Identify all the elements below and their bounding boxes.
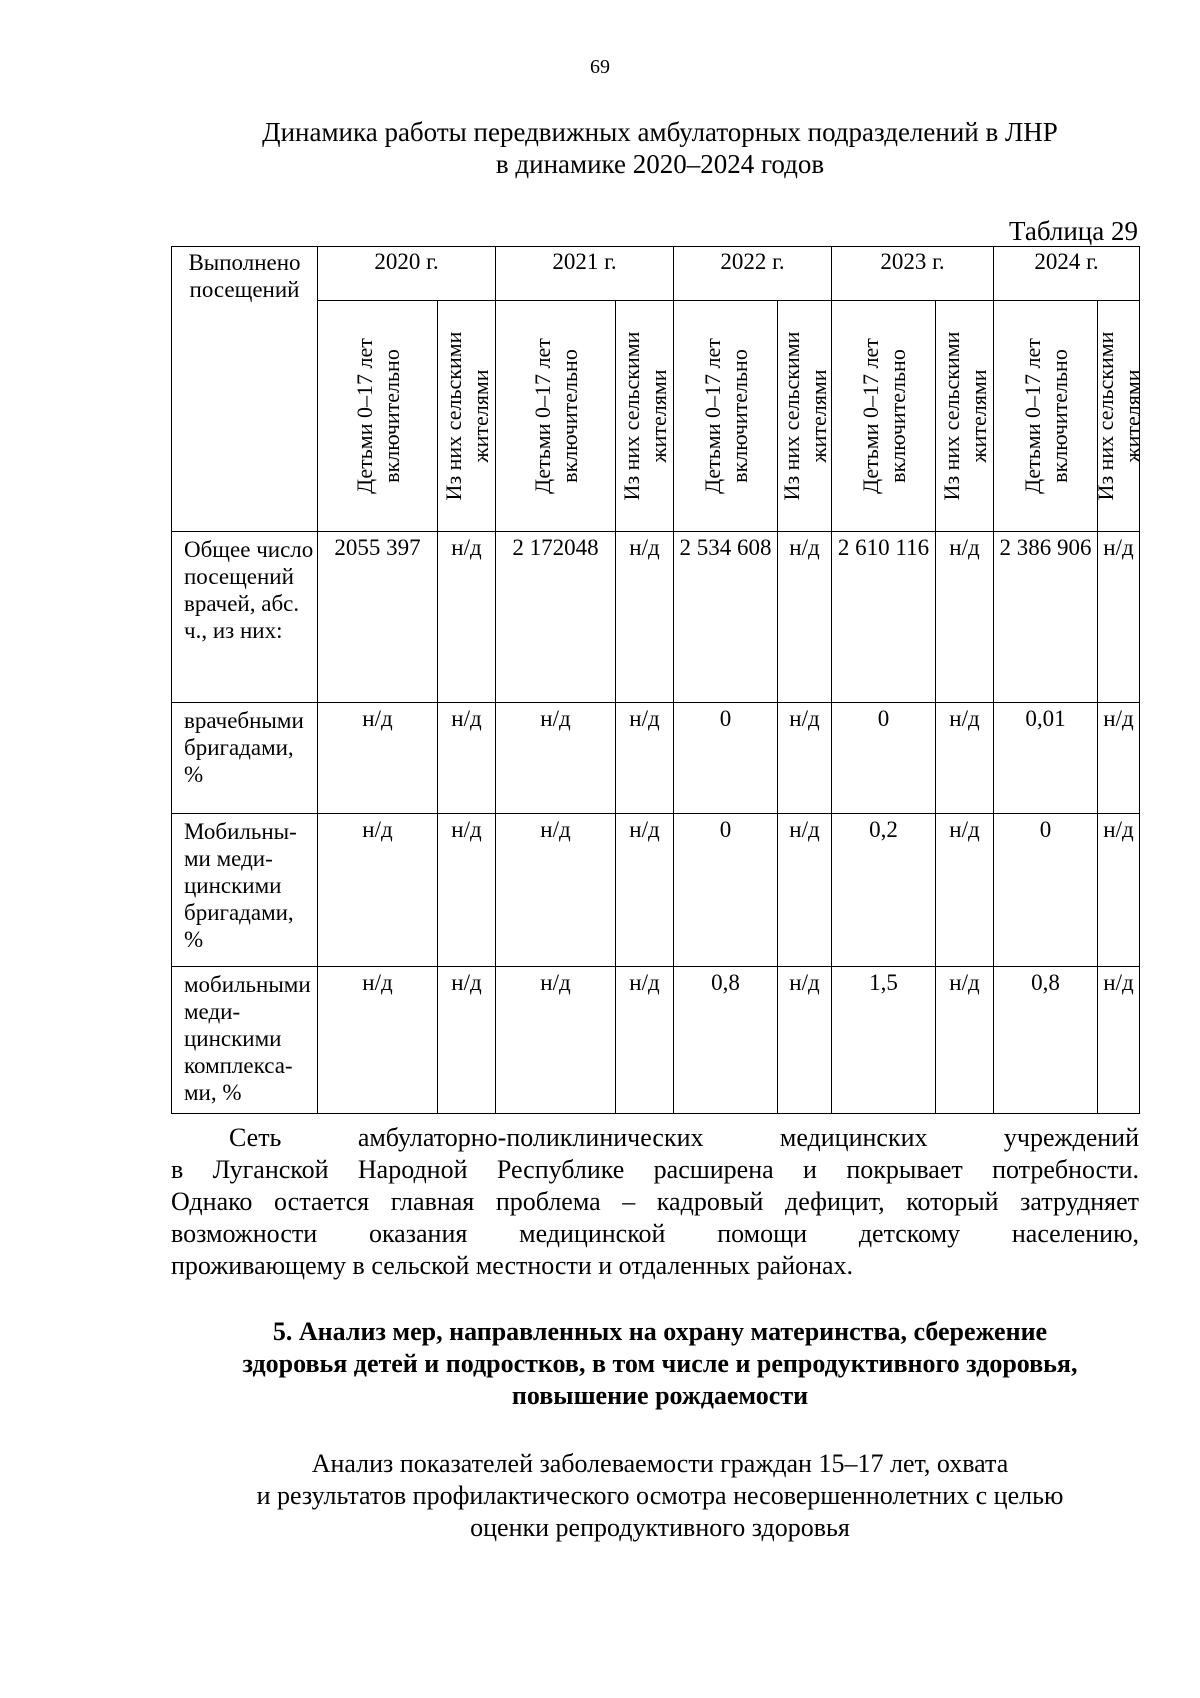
table-cell: н/д: [616, 814, 674, 967]
table-cell: н/д: [438, 814, 496, 967]
table-row: [172, 532, 1140, 703]
section-heading-line-1: 5. Анализ мер, направленных на охрану материнства, сбережение: [272, 1317, 1048, 1346]
table-title-line-2: в динамике 2020–2024 годов: [495, 149, 825, 179]
row-label: врачебными бригадами, %: [172, 703, 318, 814]
year-header: 2022 г.: [674, 247, 832, 301]
section-heading: [170, 1316, 1150, 1412]
table-cell: н/д: [1098, 967, 1140, 1114]
table-cell: н/д: [1098, 814, 1140, 967]
table-cell: н/д: [438, 967, 496, 1114]
table-cell: н/д: [318, 703, 438, 814]
table-cell: 0,8: [674, 967, 778, 1114]
table-row: [172, 814, 1140, 967]
table-cell: н/д: [936, 967, 994, 1114]
paragraph-line: Однако остается главная проблема – кадровый дефицит, который затрудняет: [171, 1187, 1139, 1216]
row-label: Общее число посещений врачей, абс. ч., из них:: [172, 532, 318, 703]
table-cell: 0: [674, 814, 778, 967]
table-cell: н/д: [778, 703, 832, 814]
table-cell: н/д: [936, 814, 994, 967]
table-cell: н/д: [496, 814, 616, 967]
table-cell: н/д: [1098, 703, 1140, 814]
table-cell: н/д: [496, 703, 616, 814]
table-cell: н/д: [936, 703, 994, 814]
year-header: 2023 г.: [832, 247, 994, 301]
table-cell: н/д: [616, 967, 674, 1114]
paragraph-line: проживающему в сельской местности и отдаленных районах.: [171, 1251, 854, 1280]
row-label: мобильными меди-цинскими комплекса-ми, %: [172, 967, 318, 1114]
corner-header: Выполнено посещений: [172, 247, 318, 532]
sub-header-rural: Из них сельскими жителями: [778, 301, 832, 532]
table-cell: 0: [994, 814, 1098, 967]
year-header: 2021 г.: [496, 247, 674, 301]
subheading-line-3: оценки репродуктивного здоровья: [470, 1513, 850, 1542]
visits-table: [171, 246, 1145, 1114]
table-cell: н/д: [778, 967, 832, 1114]
table-cell: н/д: [438, 703, 496, 814]
year-header: 2020 г.: [318, 247, 496, 301]
section-heading-line-2: здоровья детей и подростков, в том числе и репродуктивного здоровья,: [242, 1349, 1078, 1378]
subheading-line-1: Анализ показателей заболеваемости граждан 15–17 лет, охвата: [311, 1449, 1009, 1478]
sub-header-children: Детьми 0–17 лет включительно: [318, 301, 438, 532]
table-cell: н/д: [318, 814, 438, 967]
table-cell: н/д: [1098, 532, 1140, 703]
table-number: Таблица 29: [1009, 216, 1138, 246]
table-cell: н/д: [616, 532, 674, 703]
row-label: Мобильны-ми меди-цинскими бригадами, %: [172, 814, 318, 967]
table-cell: 2055 397: [318, 532, 438, 703]
year-header: 2024 г.: [994, 247, 1140, 301]
paragraph-line: Сеть амбулаторно-поликлинических медицинских учреждений: [229, 1123, 1139, 1152]
sub-header-children: Детьми 0–17 лет включительно: [832, 301, 936, 532]
table-cell: 2 610 116: [832, 532, 936, 703]
table-cell: 2 534 608: [674, 532, 778, 703]
subheading: [170, 1448, 1150, 1544]
table-cell: 0,8: [994, 967, 1098, 1114]
table-cell: 0: [674, 703, 778, 814]
table-cell: 2 172048: [496, 532, 616, 703]
sub-header-rural: Из них сельскими жителями: [936, 301, 994, 532]
table-cell: н/д: [778, 532, 832, 703]
year-header-row: [172, 247, 1140, 301]
sub-header-row: [172, 301, 1140, 532]
sub-header-rural: Из них сельскими жителями: [438, 301, 496, 532]
paragraph-line: в Луганской Народной Республике расширена и покрывает потребности.: [171, 1155, 1139, 1184]
table-cell: н/д: [616, 703, 674, 814]
sub-header-children: Детьми 0–17 лет включительно: [496, 301, 616, 532]
sub-header-rural: Из них сельскими жителями: [1098, 301, 1140, 532]
table-cell: н/д: [438, 532, 496, 703]
table-title-line-1: Динамика работы передвижных амбулаторных подразделений в ЛНР: [262, 117, 1058, 147]
sub-header-children: Детьми 0–17 лет включительно: [674, 301, 778, 532]
page-number: 69: [590, 56, 610, 78]
sub-header-children: Детьми 0–17 лет включительно: [994, 301, 1098, 532]
table-cell: н/д: [318, 967, 438, 1114]
sub-header-rural: Из них сельскими жителями: [616, 301, 674, 532]
table-cell: н/д: [778, 814, 832, 967]
table-cell: 2 386 906: [994, 532, 1098, 703]
table-cell: н/д: [936, 532, 994, 703]
table-cell: н/д: [496, 967, 616, 1114]
table-cell: 0: [832, 703, 936, 814]
table-cell: 0,2: [832, 814, 936, 967]
body-paragraph: [171, 1122, 1139, 1282]
paragraph-line: возможности оказания медицинской помощи детскому населению,: [171, 1219, 1139, 1248]
subheading-line-2: и результатов профилактического осмотра несовершеннолетних с целью: [256, 1481, 1064, 1510]
table-title: [170, 116, 1150, 180]
section-heading-line-3: повышение рождаемости: [511, 1381, 809, 1410]
table-cell: 1,5: [832, 967, 936, 1114]
table-row: [172, 703, 1140, 814]
table-cell: 0,01: [994, 703, 1098, 814]
table-row: [172, 967, 1140, 1114]
